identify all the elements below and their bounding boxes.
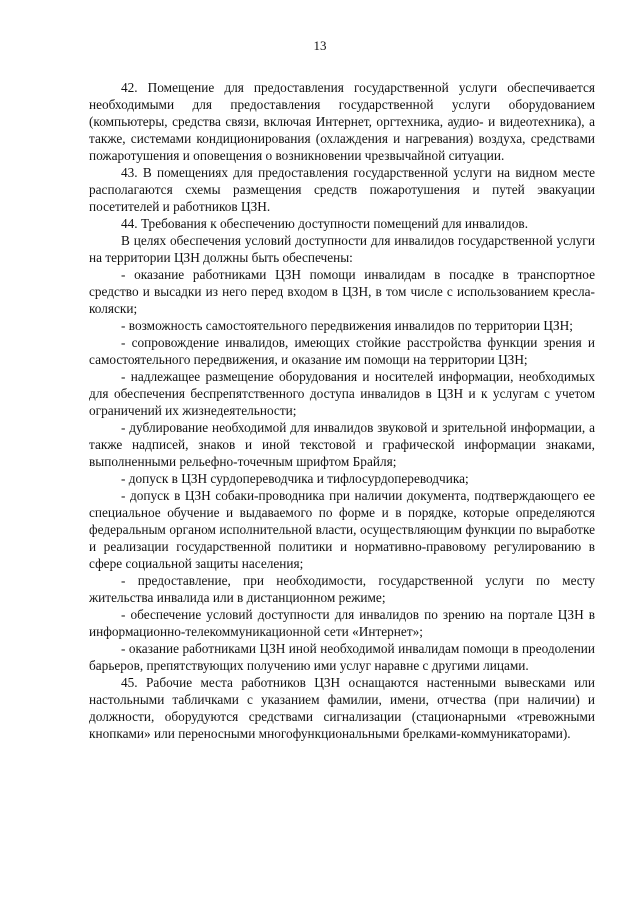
document-body (89, 79, 595, 742)
list-item: - дублирование необходимой для инвалидов звуковой и зрительной информации, а также надписей, знаков и иной текстовой и графической информации знаками, выполненными рельефно-точечным шрифтом Брайля; (89, 420, 595, 469)
paragraph-42: 42. Помещение для предоставления государственной услуги обеспечивается необходимыми для предоставления государственной услуги оборудованием (компьютеры, средства связи, включая Интернет, оргтехника, аудио- и видеотехника), а также, системами кондиционирования (охлаждения и нагревания) воздуха, средствами пожаротушения и оповещения о возникновении чрезвычайной ситуации. (89, 80, 595, 163)
list-item: - оказание работниками ЦЗН иной необходимой инвалидам помощи в преодолении барьеров, препятствующих получению ими услуг наравне с другими лицами. (89, 641, 595, 673)
list-item: - сопровождение инвалидов, имеющих стойкие расстройства функции зрения и самостоятельного передвижения, и оказание им помощи на территории ЦЗН; (89, 335, 595, 367)
page-number: 13 (313, 38, 327, 53)
paragraph-45: 45. Рабочие места работников ЦЗН оснащаются настенными вывесками или настольными табличками с указанием фамилии, имени, отчества (при наличии) и должности, оборудуются средствами сигнализации (стационарными «тревожными кнопками» или переносными многофункциональными брелками-коммуникаторами). (89, 675, 595, 741)
list-item: - предоставление, при необходимости, государственной услуги по месту жительства инвалида или в дистанционном режиме; (89, 573, 595, 605)
paragraph-44: 44. Требования к обеспечению доступности помещений для инвалидов. (121, 216, 529, 231)
list-item: - возможность самостоятельного передвижения инвалидов по территории ЦЗН; (121, 318, 573, 333)
paragraph-44-intro: В целях обеспечения условий доступности для инвалидов государственной услуги на территории ЦЗН должны быть обеспечены: (89, 233, 595, 265)
paragraph-43: 43. В помещениях для предоставления государственной услуги на видном месте располагаются схемы размещения средств пожаротушения и путей эвакуации посетителей и работников ЦЗН. (89, 165, 595, 214)
list-item: - допуск в ЦЗН сурдопереводчика и тифлосурдопереводчика; (121, 471, 469, 486)
list-item: - оказание работниками ЦЗН помощи инвалидам в посадке в транспортное средство и высадки из него перед входом в ЦЗН, в том числе с использованием кресла-коляски; (89, 267, 595, 316)
list-item: - допуск в ЦЗН собаки-проводника при наличии документа, подтверждающего ее специальное обучение и выдаваемого по форме и в порядке, которые определяются федеральным органом исполнительной власти, осуществляющим функции по выработке и реализации государственной политики и нормативно-правовому регулированию в сфере социальной защиты населения; (89, 488, 595, 571)
list-item: - обеспечение условий доступности для инвалидов по зрению на портале ЦЗН в информационно-телекоммуникационной сети «Интернет»; (89, 607, 595, 639)
list-item: - надлежащее размещение оборудования и носителей информации, необходимых для обеспечения беспрепятственного доступа инвалидов в ЦЗН и к услугам с учетом ограничений их жизнедеятельности; (89, 369, 595, 418)
